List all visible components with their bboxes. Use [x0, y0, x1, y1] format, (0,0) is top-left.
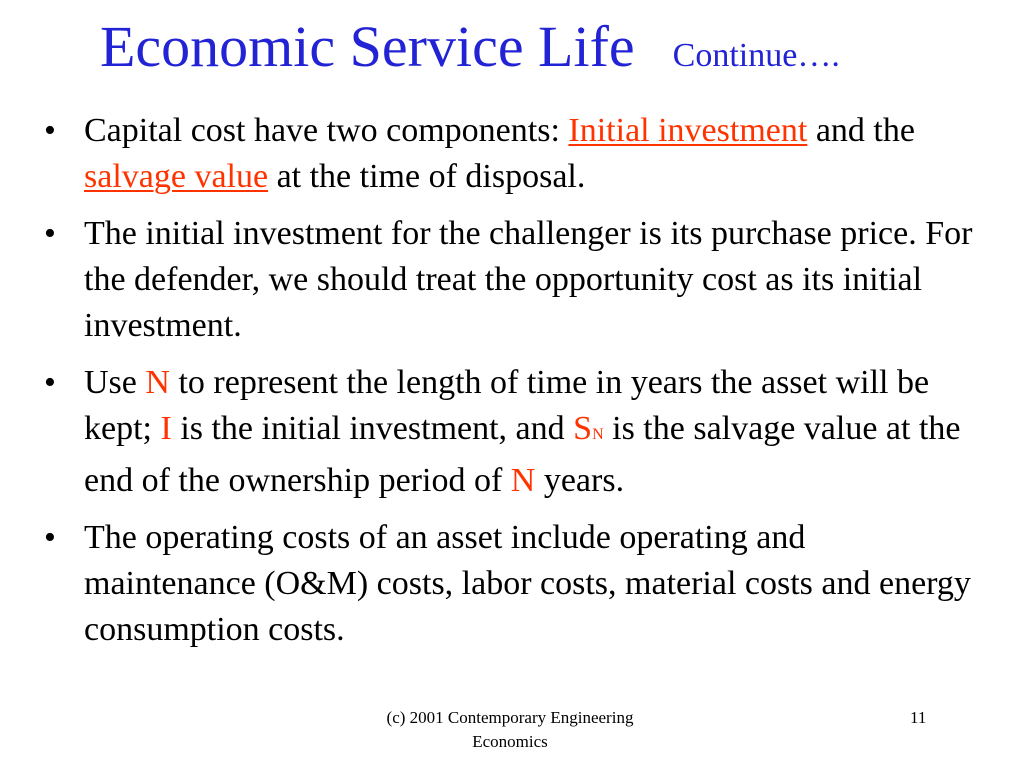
salvage-value-link[interactable]: salvage value [84, 158, 269, 195]
title-continue: Continue…. [672, 37, 840, 74]
symbol-s-subscript: N [592, 426, 604, 443]
bullet-text: The initial investment for the challenger is its purchase price. For the defender, we should treat the opportunity cost as its initial investment. [84, 215, 973, 344]
bullet-text: years. [535, 462, 625, 499]
bullet-text: Capital cost have two components: [84, 112, 569, 149]
bullet-operating-costs [0, 515, 1024, 653]
bullet-text: to represent the length of time in years the asset will be kept; [84, 364, 930, 447]
bullet-icon: • [44, 112, 56, 149]
bullet-text: Use [84, 364, 146, 401]
symbol-n: N [145, 364, 170, 401]
bullet-icon: • [44, 215, 56, 252]
bullet-text: at the time of disposal. [268, 158, 586, 195]
bullet-text: The operating costs of an asset include operating and maintenance (O&M) costs, labor costs, material costs and energy consumption costs. [84, 519, 971, 648]
page-number: 11 [910, 708, 927, 727]
bullet-icon: • [44, 364, 56, 401]
bullet-initial-investment [0, 211, 1024, 349]
bullet-capital-cost [0, 108, 1024, 200]
bullet-text: is the salvage value at the end of the ownership period of [84, 410, 961, 499]
footer-source: (c) 2001 Contemporary Engineering Economics [386, 708, 634, 751]
slide-title [100, 14, 840, 79]
bullet-text: and the [807, 112, 915, 149]
title-main: Economic Service Life [100, 14, 635, 79]
symbol-n: N [510, 462, 536, 499]
bullet-text: is the initial investment, and [171, 410, 574, 447]
symbol-s: S [573, 410, 593, 447]
initial-investment-link[interactable]: Initial investment [568, 112, 808, 149]
bullet-icon: • [44, 519, 56, 556]
bullet-notation [0, 360, 1024, 504]
bullet-list [0, 108, 1024, 664]
symbol-i: I [160, 410, 172, 447]
